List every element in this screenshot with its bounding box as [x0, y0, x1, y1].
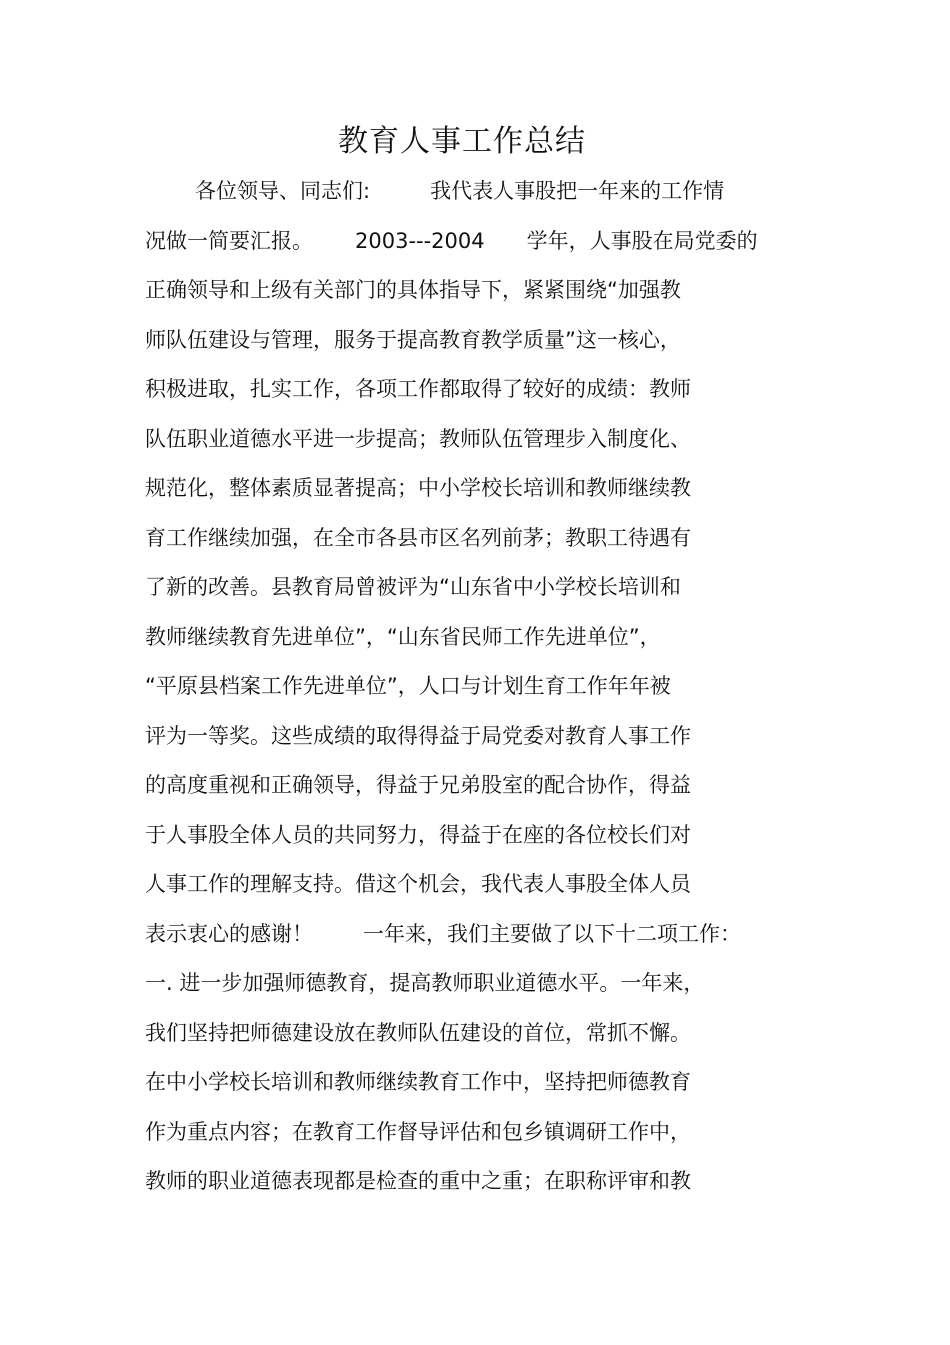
text-segment: 各位领导、同志们: — [195, 179, 371, 203]
body-line: 作为重点内容；在教育工作督导评估和包乡镇调研工作中， — [145, 1119, 691, 1144]
body-line — [145, 217, 905, 267]
body-line: 积极进取，扎实工作，各项工作都取得了较好的成绩：教师 — [145, 377, 691, 401]
text-segment: 我代表人事股把一年来的工作情 — [430, 179, 725, 203]
text-segment: 况做一简要汇报。 — [145, 228, 313, 253]
body-line: 于人事股全体人员的共同努力，得益于在座的各位校长们对 — [145, 822, 691, 847]
text-segment: 表示衷心的感谢！ — [145, 921, 313, 946]
body-line: 的高度重视和正确领导，得益于兄弟股室的配合协作，得益 — [145, 773, 691, 797]
body-line — [145, 167, 905, 217]
body-line: “平原县档案工作先进单位”，人口与计划生育工作年年被 — [145, 674, 671, 698]
body-line: 在中小学校长培训和教师继续教育工作中，坚持把师德教育 — [145, 1070, 691, 1094]
text-segment: 2003---2004 — [355, 228, 485, 253]
body-line: 师队伍建设与管理，服务于提高教育教学质量”这一核心， — [145, 327, 681, 352]
body-line: 了新的改善。县教育局曾被评为“山东省中小学校长培训和 — [145, 575, 681, 599]
body-line: 队伍职业道德水平进一步提高；教师队伍管理步入制度化、 — [145, 426, 691, 451]
body-line — [145, 910, 905, 960]
body-line: 教师继续教育先进单位”，“山东省民师工作先进单位”， — [145, 624, 661, 649]
text-segment: 一年来，我们主要做了以下十二项工作： — [363, 921, 741, 946]
text-segment: 学年，人事股在局党委的 — [526, 228, 758, 253]
document-title: 教育人事工作总结 — [338, 124, 586, 159]
body-line: 一. 进一步加强师德教育，提高教师职业道德水平。一年来， — [145, 971, 705, 995]
body-line: 正确领导和上级有关部门的具体指导下，紧紧围绕“加强教 — [145, 278, 681, 302]
body-line: 我们坚持把师德建设放在教师队伍建设的首位，常抓不懈。 — [145, 1020, 691, 1045]
body-line: 教师的职业道德表现都是检查的重中之重；在职称评审和教 — [145, 1169, 691, 1193]
body-line: 规范化，整体素质显著提高；中小学校长培训和教师继续教 — [145, 476, 691, 500]
body-line: 评为一等奖。这些成绩的取得得益于局党委对教育人事工作 — [145, 723, 691, 748]
document-body — [145, 167, 905, 1207]
body-line: 人事工作的理解支持。借这个机会，我代表人事股全体人员 — [145, 872, 691, 896]
body-line: 育工作继续加强，在全市各县市区名列前茅；教职工待遇有 — [145, 525, 691, 550]
